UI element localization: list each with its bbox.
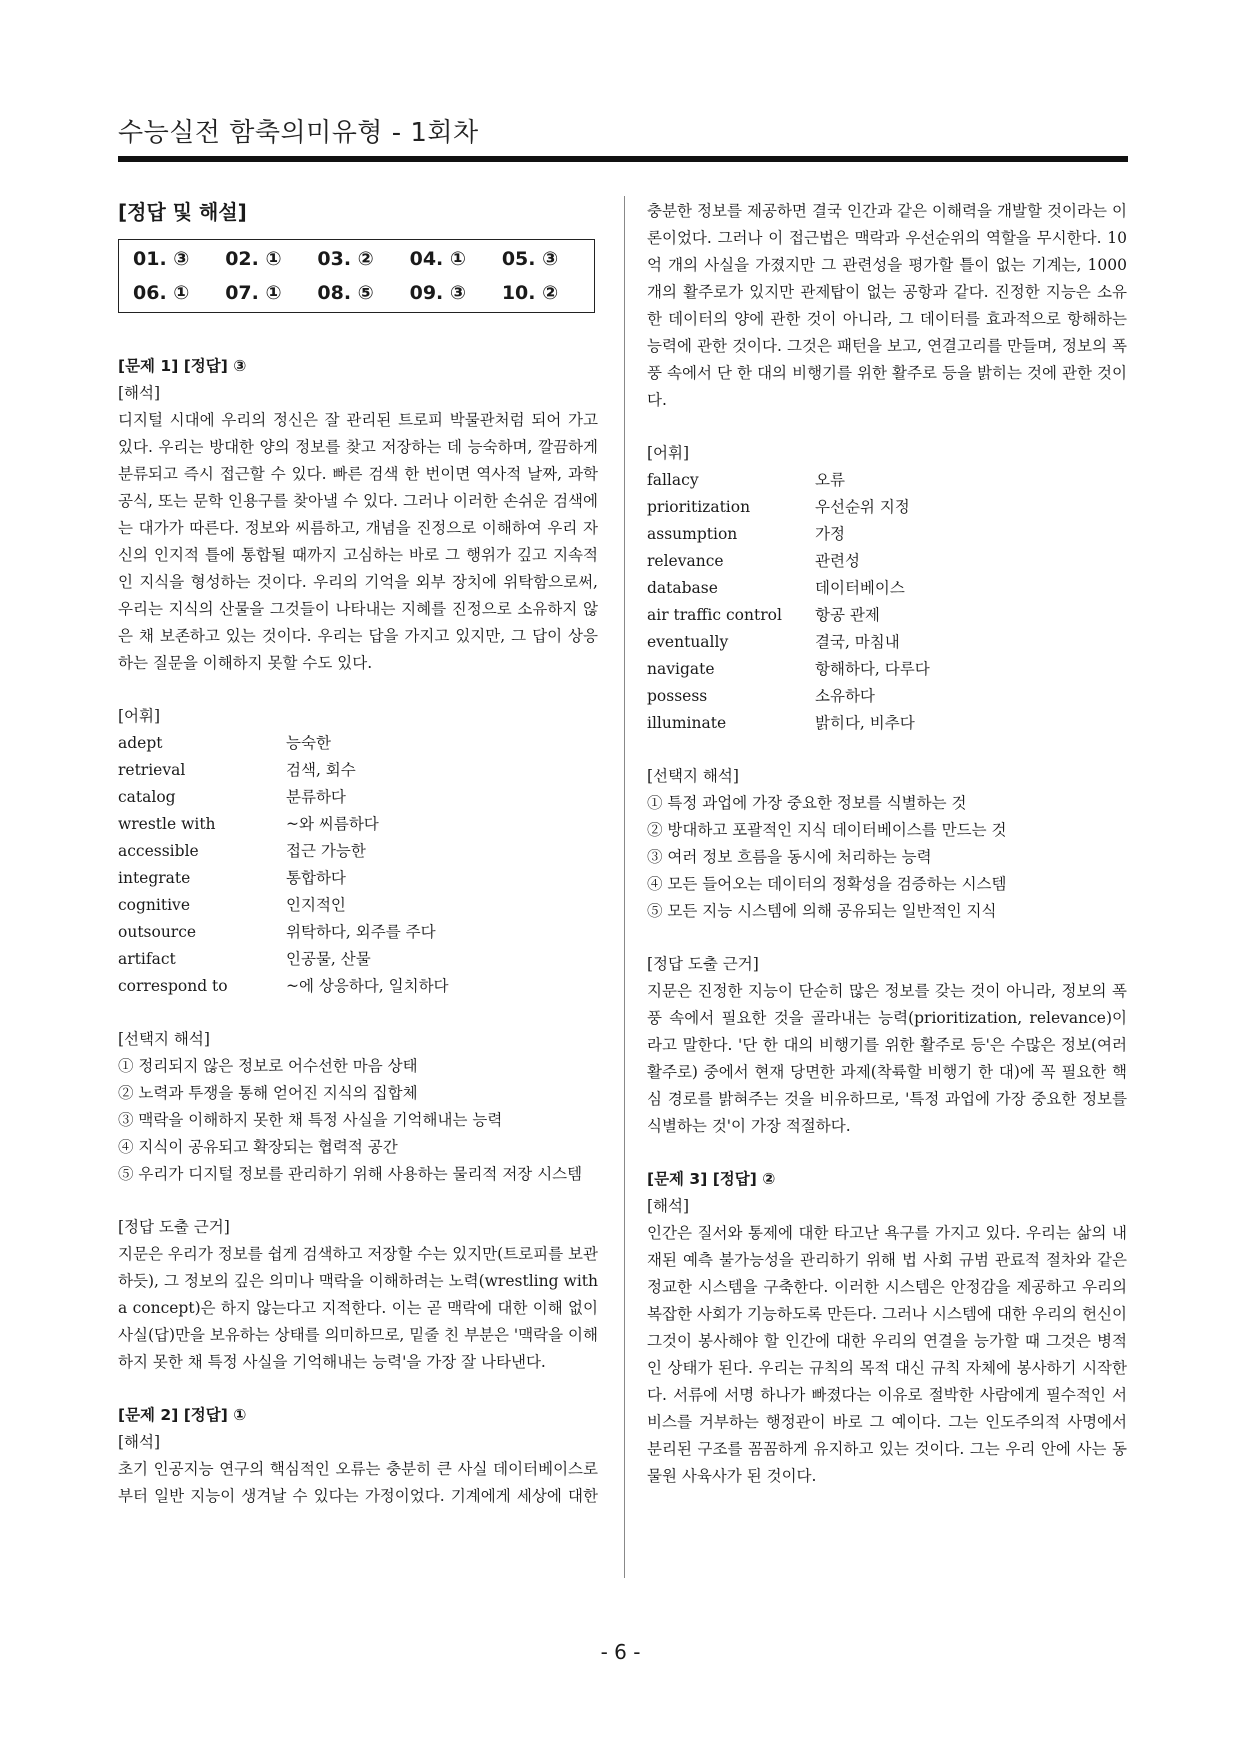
vocab-en: assumption (647, 525, 738, 543)
option-item: ① 특정 과업에 가장 중요한 정보를 식별하는 것 (647, 794, 967, 812)
vocab-item (647, 629, 1127, 656)
answer-cell: 07. ① (225, 282, 282, 304)
vocab-en: illuminate (647, 714, 727, 732)
vocab-item (118, 838, 598, 865)
vocab-en: accessible (118, 842, 199, 860)
q2-basis-text: 지문은 진정한 지능이 단순히 많은 정보를 갖는 것이 아니라, 정보의 폭풍 속에서 필요한 것을 골라내는 능력(prioritization, relevance)이라고 말한다. '단 한 대의 비행기를 위한 활주로 등'은 수많은 정보(여러 활주로) 중에서 현재 당면한 과제(착륙할 비행기 한 대)에 꼭 필요한 핵심 경로를 밝혀주는 것을 비유하므로, '특정 과업에 가장 중요한 정보를 식별하는 것'이 가장 적절하다. (647, 982, 1127, 1135)
q1-interp-label: [해석] (118, 384, 161, 402)
vocab-en: retrieval (118, 761, 186, 779)
right-column (647, 198, 1127, 1490)
vocab-item (118, 757, 598, 784)
option-item: ⑤ 우리가 디지털 정보를 관리하기 위해 사용하는 물리적 저장 시스템 (118, 1165, 583, 1183)
answer-cell: 02. ① (225, 248, 282, 270)
vocab-en: wrestle with (118, 815, 216, 833)
vocab-en: relevance (647, 552, 724, 570)
q1-vocab-label: [어휘] (118, 707, 161, 725)
column-divider (624, 196, 625, 1578)
vocab-en: possess (647, 687, 708, 705)
vocab-ko: 검색, 회수 (286, 761, 356, 779)
vocab-ko: 오류 (815, 471, 845, 489)
q2-interp-text: 초기 인공지능 연구의 핵심적인 오류는 충분히 큰 사실 데이터베이스로부터 일반 지능이 생겨날 수 있다는 가정이었다. 기계에게 세상에 대한 (118, 1460, 598, 1505)
answer-cell: 01. ③ (133, 248, 190, 270)
answer-row (119, 240, 594, 278)
vocab-en: database (647, 579, 718, 597)
q1-interp-text: 디지털 시대에 우리의 정신은 잘 관리된 트로피 박물관처럼 되어 가고 있다. 우리는 방대한 양의 정보를 찾고 저장하는 데 능숙하며, 깔끔하게 분류되고 즉시 접근할 수 있다. 빠른 검색 한 번이면 역사적 날짜, 과학 공식, 또는 문학 인용구를 찾아낼 수 있다. 그러나 이러한 손쉬운 검색에는 대가가 따른다. 정보와 씨름하고, 개념을 진정으로 이해하여 우리 자신의 인지적 틀에 통합될 때까지 고심하는 바로 그 행위가 깊고 지속적인 지식을 형성하는 것이다. 우리의 기억을 외부 장치에 위탁함으로써, 우리는 지식의 산물을 그것들이 나타내는 지혜를 진정으로 소유하지 않은 채 보존하고 있는 것이다. 우리는 답을 가지고 있지만, 그 답이 상응하는 질문을 이해하지 못할 수도 있다. (118, 411, 598, 672)
vocab-en: catalog (118, 788, 176, 806)
option-item: ④ 지식이 공유되고 확장되는 협력적 공간 (118, 1138, 398, 1156)
vocab-ko: 소유하다 (815, 687, 875, 705)
vocab-ko: 항공 관제 (815, 606, 880, 624)
option-item: ⑤ 모든 지능 시스템에 의해 공유되는 일반적인 지식 (647, 902, 997, 920)
vocab-item (118, 946, 598, 973)
q2-interp-continued-text: 충분한 정보를 제공하면 결국 인간과 같은 이해력을 개발할 것이라는 이론이었다. 그러나 이 접근법은 맥락과 우선순위의 역할을 무시한다. 10억 개의 사실을 가졌지만 그 관련성을 평가할 틀이 없는 기계는, 1000개의 활주로가 있지만 관제탑이 없는 공항과 같다. 진정한 지능은 소유한 데이터의 양에 관한 것이 아니라, 그 데이터를 효과적으로 항해하는 능력에 관한 것이다. 그것은 패턴을 보고, 연결고리를 만들며, 정보의 폭풍 속에서 단 한 대의 비행기를 위한 활주로 등을 밝히는 것에 관한 것이다. (647, 202, 1127, 409)
q2-options-label: [선택지 해석] (647, 767, 739, 785)
answer-cell: 04. ① (409, 248, 466, 270)
option-item: ② 노력과 투쟁을 통해 얻어진 지식의 집합체 (118, 1084, 418, 1102)
answer-cell: 03. ② (317, 248, 374, 270)
vocab-item (647, 575, 1127, 602)
q2-vocab-list (647, 467, 1127, 737)
vocab-en: correspond to (118, 977, 228, 995)
page-number: - 6 - (600, 1640, 641, 1664)
q2-interp-label: [해석] (118, 1433, 161, 1451)
q2-basis-label: [정답 도출 근거] (647, 955, 759, 973)
vocab-item (647, 548, 1127, 575)
vocab-en: air traffic control (647, 606, 782, 624)
left-column (118, 198, 598, 1510)
vocab-ko: ~에 상응하다, 일치하다 (286, 977, 449, 995)
q2-interp-continued (647, 198, 1127, 414)
q1-vocab-list (118, 730, 598, 1000)
answers-title: [정답 및 해설] (118, 200, 247, 224)
vocab-ko: 가정 (815, 525, 845, 543)
option-item: ③ 여러 정보 흐름을 동시에 처리하는 능력 (647, 848, 932, 866)
option-item: ① 정리되지 않은 정보로 어수선한 마음 상태 (118, 1057, 418, 1075)
vocab-ko: 능숙한 (286, 734, 331, 752)
vocab-en: cognitive (118, 896, 190, 914)
q3-interp-label: [해석] (647, 1197, 690, 1215)
vocab-ko: 항해하다, 다루다 (815, 660, 930, 678)
vocab-ko: 통합하다 (286, 869, 346, 887)
answer-cell: 09. ③ (409, 282, 466, 304)
answer-cell: 06. ① (133, 282, 190, 304)
vocab-item (118, 811, 598, 838)
page-header-title: 수능실전 함축의미유형 - 1회차 (118, 118, 479, 148)
answer-row (119, 278, 594, 312)
q1-options-label: [선택지 해석] (118, 1030, 210, 1048)
vocab-item (647, 602, 1127, 629)
vocab-en: outsource (118, 923, 197, 941)
vocab-item (647, 656, 1127, 683)
vocab-ko: 관련성 (815, 552, 860, 570)
vocab-item (118, 784, 598, 811)
q2-title: [문제 2] [정답] ① (118, 1406, 247, 1424)
vocab-item (118, 973, 598, 1000)
vocab-item (118, 730, 598, 757)
vocab-en: integrate (118, 869, 191, 887)
option-item: ④ 모든 들어오는 데이터의 정확성을 검증하는 시스템 (647, 875, 1007, 893)
answer-table (118, 239, 595, 313)
vocab-en: fallacy (647, 471, 699, 489)
vocab-ko: 밝히다, 비추다 (815, 714, 915, 732)
q3-interp-text: 인간은 질서와 통제에 대한 타고난 욕구를 가지고 있다. 우리는 삶의 내재된 예측 불가능성을 관리하기 위해 법 사회 규범 관료적 절차와 같은 정교한 시스템을 구축한다. 이러한 시스템은 안정감을 제공하고 우리의 복잡한 사회가 기능하도록 만든다. 그러나 시스템에 대한 우리의 헌신이 그것이 봉사해야 할 인간에 대한 우리의 연결을 능가할 때 그것은 병적인 상태가 된다. 우리는 규칙의 목적 대신 규칙 자체에 봉사하기 시작한다. 서류에 서명 하나가 빠졌다는 이유로 절박한 사람에게 필수적인 서비스를 거부하는 행정관이 바로 그 예이다. 그는 인도주의적 사명에서 분리된 구조를 꼼꼼하게 유지하고 있는 것이다. 그는 우리 안에 사는 동물원 사육사가 된 것이다. (647, 1224, 1127, 1485)
vocab-ko: 위탁하다, 외주를 주다 (286, 923, 436, 941)
vocab-ko: 분류하다 (286, 788, 346, 806)
vocab-ko: 데이터베이스 (815, 579, 905, 597)
q2-vocab-label: [어휘] (647, 444, 690, 462)
header-rule (118, 156, 1128, 162)
q1-basis-text: 지문은 우리가 정보를 쉽게 검색하고 저장할 수는 있지만(트로피를 보관하듯), 그 정보의 깊은 의미나 맥락을 이해하려는 노력(wrestling with a concept)은 하지 않는다고 지적한다. 이는 곧 맥락에 대한 이해 없이 사실(답)만을 보유하는 상태를 의미하므로, 밑줄 친 부분은 '맥락을 이해하지 못한 채 특정 사실을 기억해내는 능력'을 가장 잘 나타낸다. (118, 1245, 598, 1371)
answer-cell: 10. ② (501, 282, 559, 304)
vocab-en: eventually (647, 633, 729, 651)
answer-cell: 05. ③ (501, 248, 559, 270)
q3-title: [문제 3] [정답] ② (647, 1170, 776, 1188)
vocab-ko: 우선순위 지정 (815, 498, 910, 516)
q1-basis-label: [정답 도출 근거] (118, 1218, 230, 1236)
vocab-en: artifact (118, 950, 176, 968)
vocab-ko: 결국, 마침내 (815, 633, 900, 651)
vocab-item (647, 683, 1127, 710)
q1-title: [문제 1] [정답] ③ (118, 357, 247, 375)
vocab-en: adept (118, 734, 163, 752)
vocab-ko: 인지적인 (286, 896, 346, 914)
vocab-item (647, 710, 1127, 737)
vocab-item (647, 467, 1127, 494)
vocab-en: prioritization (647, 498, 751, 516)
vocab-item (118, 892, 598, 919)
vocab-ko: 인공물, 산물 (286, 950, 371, 968)
vocab-item (647, 494, 1127, 521)
vocab-ko: 접근 가능한 (286, 842, 366, 860)
option-item: ③ 맥락을 이해하지 못한 채 특정 사실을 기억해내는 능력 (118, 1111, 503, 1129)
vocab-item (118, 865, 598, 892)
vocab-ko: ~와 씨름하다 (286, 815, 379, 833)
vocab-item (118, 919, 598, 946)
vocab-en: navigate (647, 660, 715, 678)
vocab-item (647, 521, 1127, 548)
option-item: ② 방대하고 포괄적인 지식 데이터베이스를 만드는 것 (647, 821, 1007, 839)
answer-cell: 08. ⑤ (317, 282, 374, 304)
